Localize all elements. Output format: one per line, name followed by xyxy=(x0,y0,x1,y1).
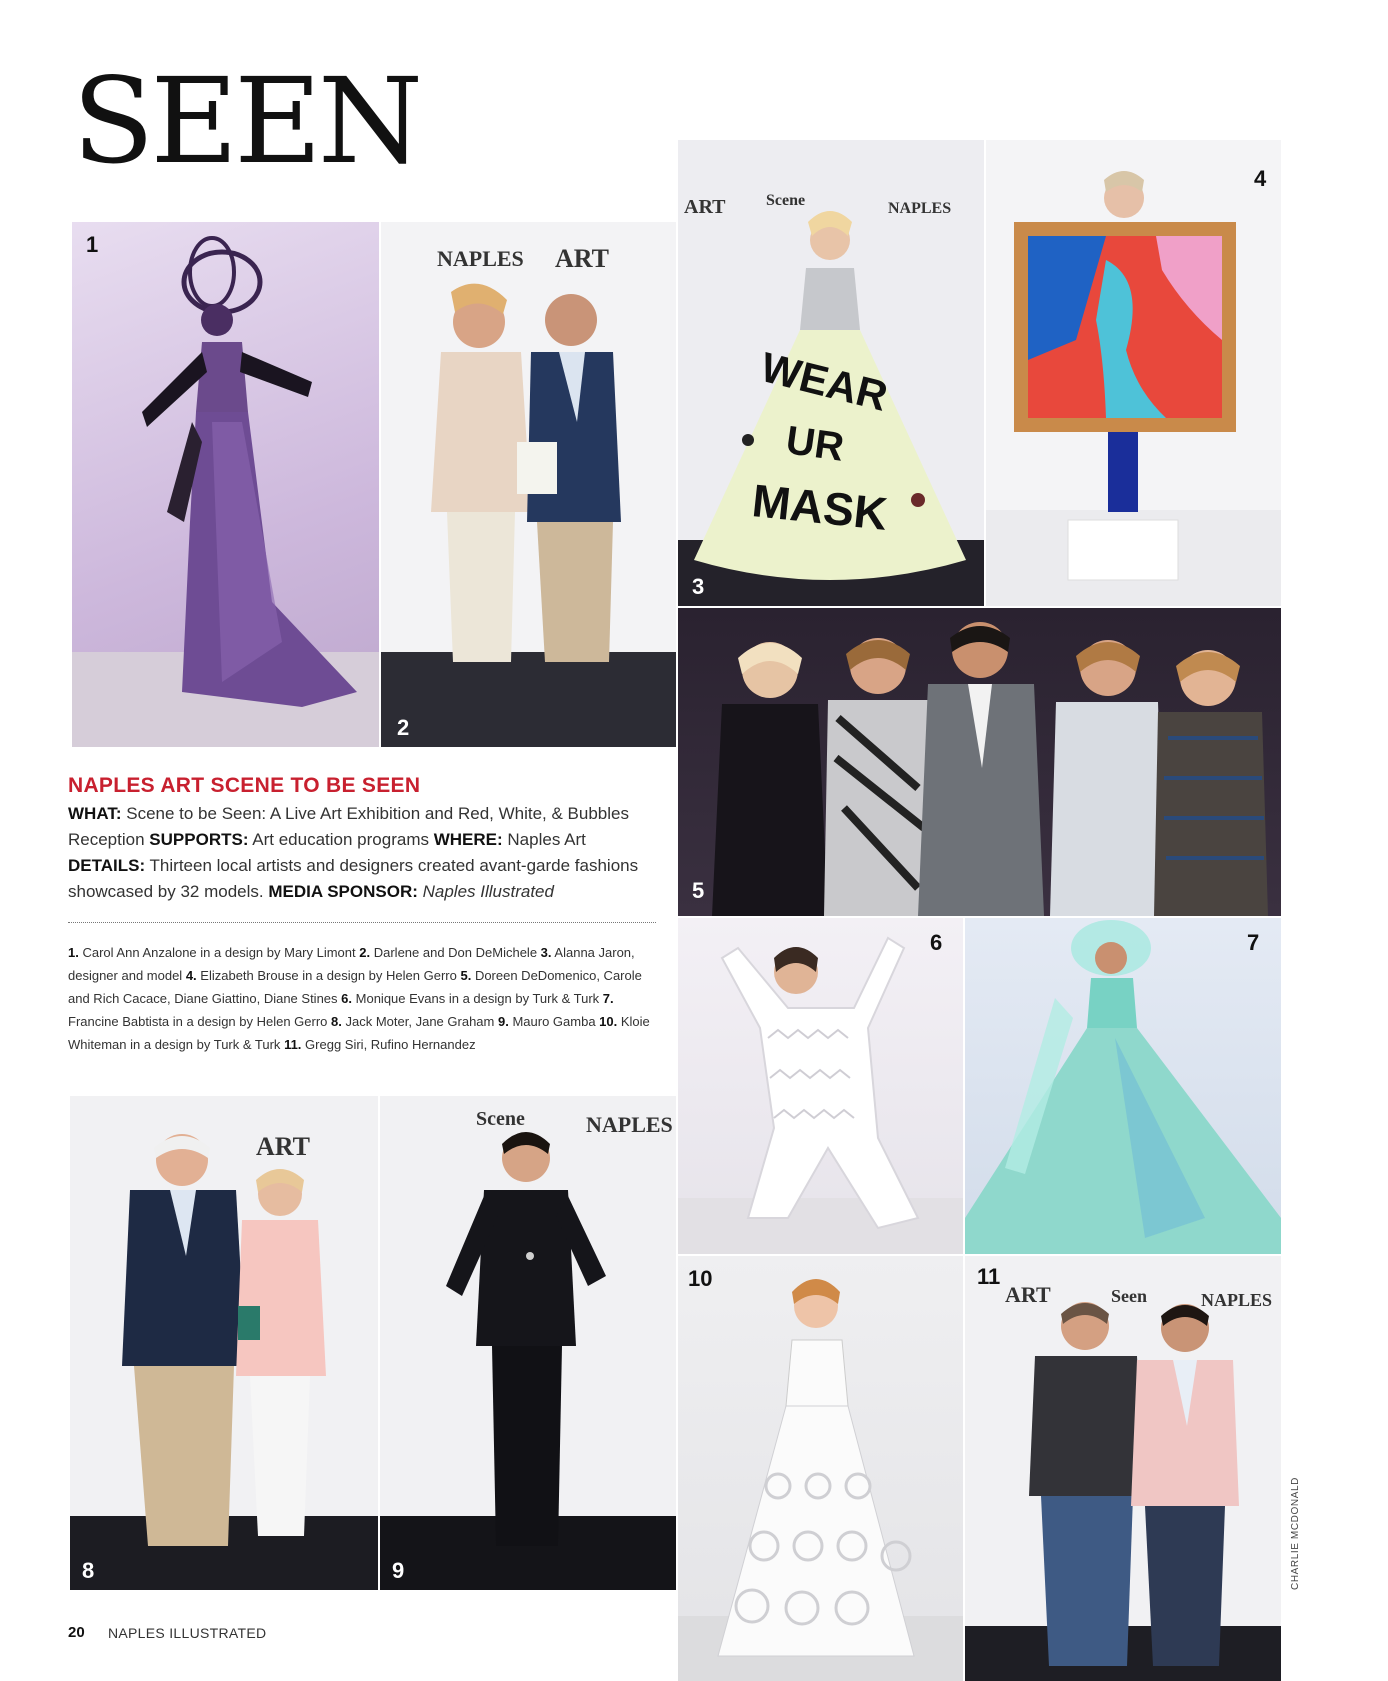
what-label: WHAT: xyxy=(68,804,122,823)
details-text: Thirteen local artists and designers created avant-garde fashions showcased by 32 models. xyxy=(68,856,639,901)
backdrop-logo-scene: Scene xyxy=(476,1108,525,1130)
caption-text: Gregg Siri, Rufino Hernandez xyxy=(305,1037,476,1052)
supports-text: Art education programs xyxy=(252,830,429,849)
where-label: WHERE: xyxy=(433,830,503,849)
caption-text: Alanna Jaron, designer and model xyxy=(68,945,635,983)
dress-text-wear: WEAR xyxy=(756,343,893,420)
couple-figure xyxy=(381,222,676,747)
backdrop-logo-naples: NAPLES xyxy=(586,1112,673,1137)
photo-number: 10 xyxy=(688,1266,713,1291)
photo-5-group xyxy=(678,608,1281,916)
publication-name: NAPLES ILLUSTRATED xyxy=(108,1625,267,1641)
photo-8-jack-moter-jane-graham xyxy=(70,1096,378,1590)
details-label: DETAILS: xyxy=(68,856,146,875)
photo-number: 6 xyxy=(930,930,943,955)
purple-gown-figure xyxy=(72,222,379,747)
photo-number: 4 xyxy=(1254,166,1267,191)
photo-number: 7 xyxy=(1247,930,1260,955)
page-number: 20 xyxy=(68,1624,85,1641)
caption-text: Doreen DeDomenico, Carole and Rich Cacace, Diane Giattino, Diane Stines xyxy=(68,968,642,1006)
backdrop-logo-art: ART xyxy=(684,196,726,218)
photo-captions xyxy=(68,941,660,1056)
photo-number: 8 xyxy=(82,1558,95,1583)
lace-white-gown-figure xyxy=(678,1256,963,1681)
photo-number: 11 xyxy=(977,1264,1001,1289)
caption-num: 9. xyxy=(497,1014,509,1029)
group-of-five-figure xyxy=(678,608,1281,916)
backdrop-logo-naples: NAPLES xyxy=(1201,1290,1273,1310)
dress-text-ur: UR xyxy=(783,418,847,470)
divider-dotted xyxy=(68,922,656,923)
caption-num: 5. xyxy=(460,968,472,983)
caption-num: 1. xyxy=(68,945,79,960)
two-men-figure xyxy=(965,1256,1281,1681)
man-in-black-figure xyxy=(380,1096,676,1590)
caption-num: 8. xyxy=(331,1014,342,1029)
caption-text: Jack Moter, Jane Graham xyxy=(345,1014,495,1029)
backdrop-logo-art: ART xyxy=(555,244,609,273)
photo-number: 3 xyxy=(692,574,705,599)
caption-num: 10. xyxy=(599,1014,618,1029)
caption-num: 4. xyxy=(185,968,197,983)
couple-figure xyxy=(70,1096,378,1590)
where-text: Naples Art xyxy=(507,830,586,849)
photo-9-mauro-gamba xyxy=(380,1096,676,1590)
photo-1-carol-ann-anzalone xyxy=(72,222,379,747)
caption-text: Darlene and Don DeMichele xyxy=(373,945,538,960)
backdrop-logo-art: ART xyxy=(1005,1282,1051,1307)
photo-4-elizabeth-brouse xyxy=(986,140,1281,606)
photo-number: 5 xyxy=(692,878,705,903)
photo-7-francine-babtista xyxy=(965,918,1281,1254)
caption-num: 3. xyxy=(540,945,552,960)
ruffled-white-costume-figure xyxy=(678,918,963,1254)
photo-3-alanna-jaron xyxy=(678,140,984,606)
caption-text: Kloie Whiteman in a design by Turk & Turk xyxy=(68,1014,650,1052)
supports-label: SUPPORTS: xyxy=(149,830,249,849)
caption-text: Elizabeth Brouse in a design by Helen Gerro xyxy=(200,968,457,983)
article-headline: NAPLES ART SCENE TO BE SEEN xyxy=(68,774,421,797)
dress-text-mask: MASK xyxy=(749,474,890,540)
backdrop-logo-seen: Seen xyxy=(1111,1286,1147,1306)
caption-num: 6. xyxy=(341,991,353,1006)
photo-number: 1 xyxy=(86,232,99,257)
caption-text: Francine Babtista in a design by Helen Gerro xyxy=(68,1014,328,1029)
sponsor-text: Naples Illustrated xyxy=(422,882,554,901)
section-masthead: SEEN xyxy=(72,52,420,190)
caption-text: Mauro Gamba xyxy=(512,1014,596,1029)
backdrop-logo-scene: Scene xyxy=(766,192,806,209)
photo-11-gregg-siri-rufino-hernandez xyxy=(965,1256,1281,1681)
caption-num: 2. xyxy=(359,945,371,960)
caption-num: 7. xyxy=(602,991,614,1006)
photo-2-darlene-don-demichele xyxy=(381,222,676,747)
aqua-gown-figure xyxy=(965,918,1281,1254)
photo-10-kloie-whiteman xyxy=(678,1256,963,1681)
backdrop-logo-naples: NAPLES xyxy=(888,200,952,217)
frame-costume-figure xyxy=(986,140,1281,606)
what-text: Scene to be Seen: A Live Art Exhibition and Red, White, & Bubbles Reception xyxy=(68,804,629,849)
sponsor-label: MEDIA SPONSOR: xyxy=(268,882,418,901)
photo-number: 9 xyxy=(392,1558,405,1583)
photo-credit: CHARLIE MCDONALD xyxy=(1290,1477,1301,1590)
photo-6-monique-evans xyxy=(678,918,963,1254)
article-details xyxy=(68,801,658,905)
photo-number: 2 xyxy=(397,715,410,740)
caption-num: 11. xyxy=(284,1037,302,1052)
caption-text: Monique Evans in a design by Turk & Turk xyxy=(355,991,600,1006)
caption-text: Carol Ann Anzalone in a design by Mary Limont xyxy=(82,945,356,960)
backdrop-logo-naples: NAPLES xyxy=(437,246,524,271)
backdrop-logo-art: ART xyxy=(256,1132,310,1161)
